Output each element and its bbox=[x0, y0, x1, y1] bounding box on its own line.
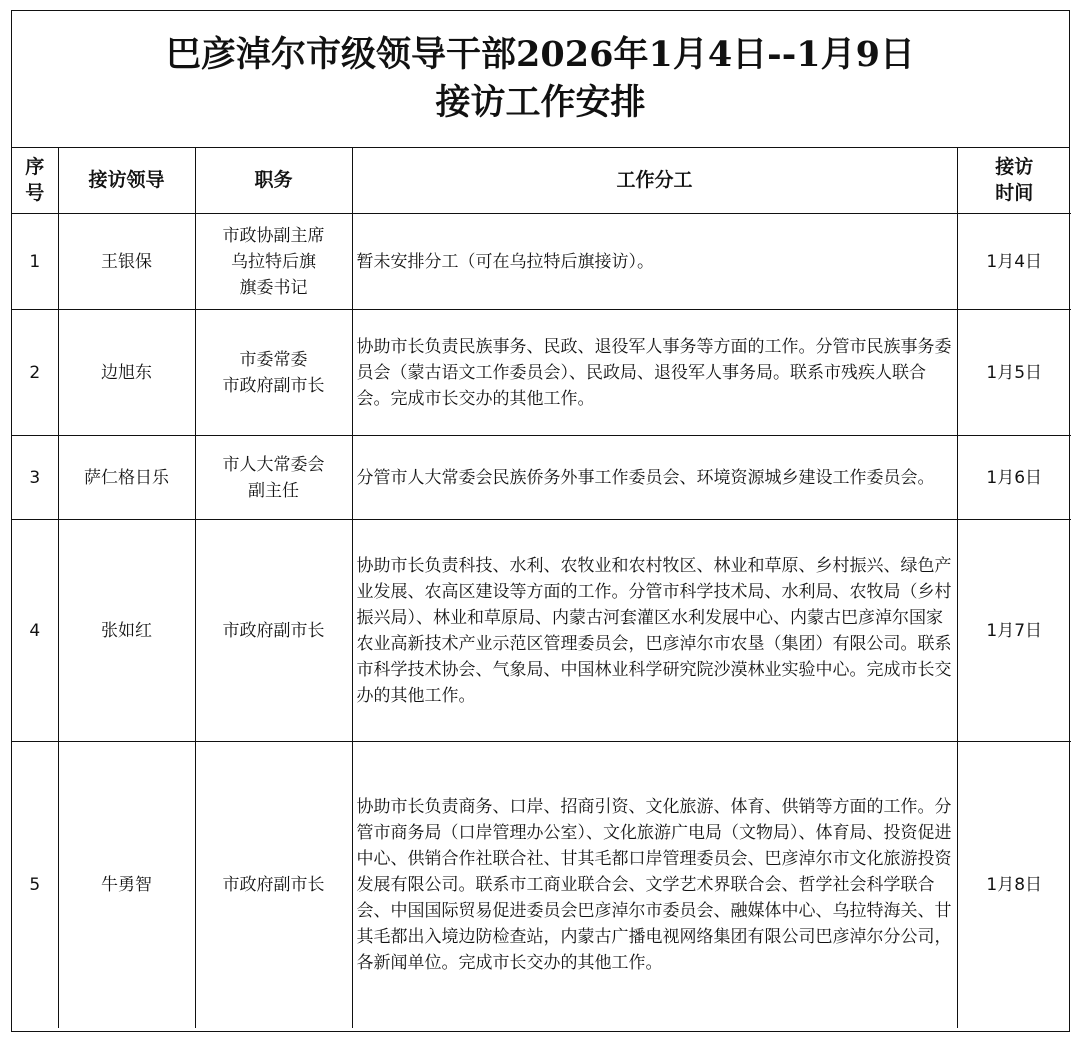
row-time: 1月4日 bbox=[957, 214, 1071, 310]
table-row bbox=[12, 520, 1071, 742]
title-line-1: 巴彦淖尔市级领导干部2026年1月4日--1月9日 bbox=[166, 34, 915, 75]
header-duties: 工作分工 bbox=[352, 147, 957, 214]
header-leader: 接访领导 bbox=[58, 147, 195, 214]
row-duties: 协助市长负责科技、水利、农牧业和农村牧区、林业和草原、乡村振兴、绿色产业发展、农高区建设等方面的工作。分管市科学技术局、水利局、农牧局（乡村振兴局）、林业和草原局、内蒙古河套灌区水利发展中心、内蒙古巴彦淖尔国家农业高新技术产业示范区管理委员会，巴彦淖尔市农垦（集团）有限公司。联系市科学技术协会、气象局、中国林业科学研究院沙漠林业实验中心。完成市长交办的其他工作。 bbox=[352, 520, 957, 742]
row-leader: 张如红 bbox=[58, 520, 195, 742]
row-position: 市人大常委会 副主任 bbox=[195, 436, 352, 520]
table-row bbox=[12, 436, 1071, 520]
title-line-2: 接访工作安排 bbox=[435, 82, 646, 123]
row-leader: 王银保 bbox=[58, 214, 195, 310]
table-row bbox=[12, 742, 1071, 1028]
row-time: 1月8日 bbox=[957, 742, 1071, 1028]
header-seq: 序 号 bbox=[12, 147, 58, 214]
row-seq: 5 bbox=[12, 742, 58, 1028]
table-row bbox=[12, 310, 1071, 436]
row-time: 1月6日 bbox=[957, 436, 1071, 520]
row-position: 市政府副市长 bbox=[195, 520, 352, 742]
row-seq: 2 bbox=[12, 310, 58, 436]
row-seq: 3 bbox=[12, 436, 58, 520]
row-duties: 暂未安排分工（可在乌拉特后旗接访）。 bbox=[352, 214, 957, 310]
row-time: 1月7日 bbox=[957, 520, 1071, 742]
row-position: 市委常委 市政府副市长 bbox=[195, 310, 352, 436]
row-leader: 边旭东 bbox=[58, 310, 195, 436]
schedule-document bbox=[11, 10, 1070, 1032]
table-row bbox=[12, 214, 1071, 310]
row-duties: 协助市长负责民族事务、民政、退役军人事务等方面的工作。分管市民族事务委员会（蒙古语文工作委员会）、民政局、退役军人事务局。联系市残疾人联合会。完成市长交办的其他工作。 bbox=[352, 310, 957, 436]
reception-schedule-table bbox=[12, 147, 1071, 1028]
row-time: 1月5日 bbox=[957, 310, 1071, 436]
header-time: 接访 时间 bbox=[957, 147, 1071, 214]
row-seq: 4 bbox=[12, 520, 58, 742]
row-seq: 1 bbox=[12, 214, 58, 310]
row-duties: 协助市长负责商务、口岸、招商引资、文化旅游、体育、供销等方面的工作。分管市商务局（口岸管理办公室）、文化旅游广电局（文物局）、体育局、投资促进中心、供销合作社联合社、甘其毛都口岸管理委员会、巴彦淖尔市文化旅游投资发展有限公司。联系市工商业联合会、文学艺术界联合会、哲学社会科学联合会、中国国际贸易促进委员会巴彦淖尔市委员会、融媒体中心、乌拉特海关、甘其毛都出入境边防检查站，内蒙古广播电视网络集团有限公司巴彦淖尔分公司，各新闻单位。完成市长交办的其他工作。 bbox=[352, 742, 957, 1028]
row-leader: 萨仁格日乐 bbox=[58, 436, 195, 520]
table-header-row bbox=[12, 147, 1071, 214]
row-leader: 牛勇智 bbox=[58, 742, 195, 1028]
row-position: 市政协副主席 乌拉特后旗 旗委书记 bbox=[195, 214, 352, 310]
header-position: 职务 bbox=[195, 147, 352, 214]
document-title bbox=[12, 11, 1069, 148]
row-duties: 分管市人大常委会民族侨务外事工作委员会、环境资源城乡建设工作委员会。 bbox=[352, 436, 957, 520]
row-position: 市政府副市长 bbox=[195, 742, 352, 1028]
